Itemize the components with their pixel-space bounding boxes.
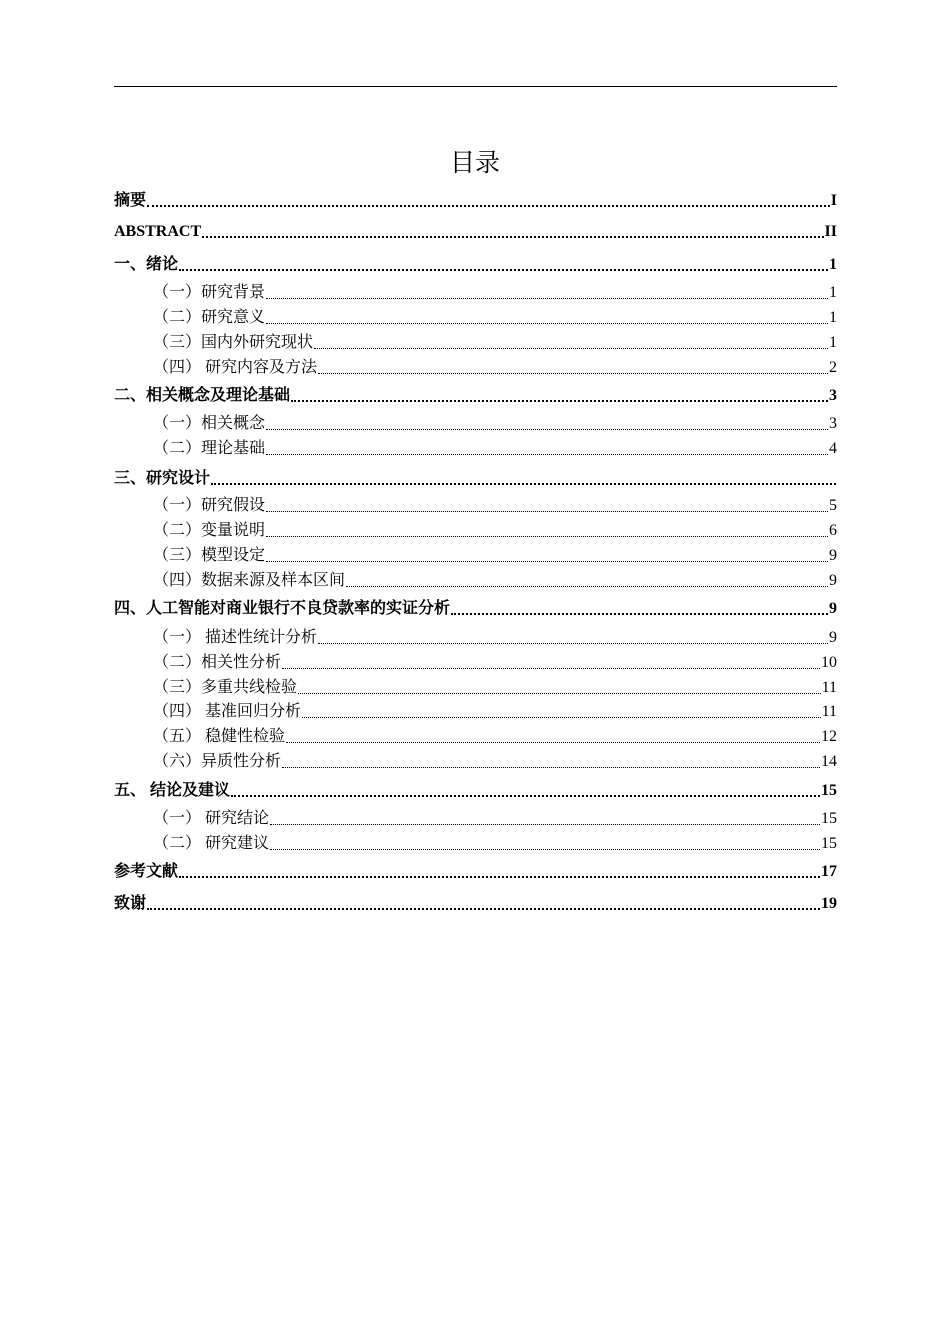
toc-entry[interactable] [114, 545, 837, 567]
toc-entry[interactable] [114, 677, 837, 699]
toc-entry-page: 15 [821, 810, 837, 827]
toc-entry-label: （四） 基准回归分析 [153, 703, 302, 720]
toc-entry-page: 14 [821, 753, 837, 770]
toc-entry[interactable] [114, 627, 837, 649]
toc-entry[interactable] [114, 780, 837, 802]
toc-dot-leader [314, 348, 828, 349]
toc-entry-page: 9 [829, 600, 837, 617]
toc-dot-leader [179, 269, 828, 271]
toc-dot-leader [282, 767, 820, 768]
toc-entry-page: 1 [829, 284, 837, 301]
toc-entry[interactable] [114, 701, 837, 723]
toc-entry-page: 2 [829, 359, 837, 376]
toc-entry[interactable] [114, 598, 837, 620]
toc-entry[interactable] [114, 751, 837, 773]
toc-dot-leader [266, 429, 828, 430]
toc-dot-leader [179, 876, 820, 878]
toc-entry-label: 二、相关概念及理论基础 [114, 387, 291, 404]
toc-entry-page: I [830, 192, 837, 209]
toc-entry[interactable] [114, 221, 837, 243]
toc-entry-label: 一、绪论 [114, 256, 179, 273]
toc-entry-label: （二）研究意义 [153, 309, 266, 326]
toc-dot-leader [282, 668, 820, 669]
toc-entry-label: （一）研究背景 [153, 284, 266, 301]
toc-entry[interactable] [114, 307, 837, 329]
toc-entry-label: 四、人工智能对商业银行不良贷款率的实证分析 [114, 600, 451, 617]
toc-dot-leader [270, 824, 820, 825]
toc-entry-page: 15 [821, 835, 837, 852]
toc-entry-label: （四） 研究内容及方法 [153, 359, 318, 376]
toc-entry[interactable] [114, 833, 837, 855]
toc-entry[interactable] [114, 282, 837, 304]
toc-dot-leader [451, 613, 828, 615]
toc-dot-leader [266, 298, 828, 299]
toc-entry-label: （五） 稳健性检验 [153, 728, 286, 745]
toc-entry-page: 1 [829, 334, 837, 351]
toc-entry-label: 摘要 [114, 192, 147, 209]
toc-entry-label: （二）理论基础 [153, 440, 266, 457]
toc-entry-page: 4 [829, 440, 837, 457]
header-rule [114, 86, 837, 87]
toc-entry-page: 3 [829, 387, 837, 404]
toc-entry-page: 1 [829, 309, 837, 326]
toc-entry[interactable] [114, 413, 837, 435]
toc-entry[interactable] [114, 332, 837, 354]
toc-entry-label: ABSTRACT [114, 223, 202, 240]
toc-entry-page: 11 [821, 703, 837, 720]
toc-entry[interactable] [114, 385, 837, 407]
toc-entry-page: 9 [829, 572, 837, 589]
toc-entry-label: （四）数据来源及样本区间 [153, 572, 346, 589]
toc-dot-leader [266, 323, 828, 324]
toc-dot-leader [298, 693, 821, 694]
toc-dot-leader [266, 536, 828, 537]
toc-entry-page: 9 [829, 547, 837, 564]
toc-entry-label: （二）相关性分析 [153, 654, 282, 671]
toc-entry-label: （三）模型设定 [153, 547, 266, 564]
toc-entry-page: 12 [821, 728, 837, 745]
toc-entry[interactable] [114, 652, 837, 674]
toc-entry-label: 参考文献 [114, 863, 179, 880]
toc-entry[interactable] [114, 438, 837, 460]
toc-dot-leader [266, 511, 828, 512]
toc-dot-leader [147, 205, 830, 207]
toc-entry-label: （三）国内外研究现状 [153, 334, 314, 351]
toc-entry-label: （二） 研究建议 [153, 835, 270, 852]
toc-entry-page: 11 [821, 679, 837, 696]
toc-dot-leader [211, 483, 836, 485]
toc-entry[interactable] [114, 468, 837, 490]
toc-dot-leader [266, 454, 828, 455]
toc-title: 目录 [449, 148, 500, 177]
toc-entry-label: 五、 结论及建议 [114, 782, 231, 799]
toc-entry[interactable] [114, 495, 837, 517]
toc-entry-label: （一）相关概念 [153, 415, 266, 432]
toc-entry[interactable] [114, 357, 837, 379]
toc-entry[interactable] [114, 190, 837, 212]
toc-entry-page: II [824, 223, 837, 240]
toc-entry-label: （六）异质性分析 [153, 753, 282, 770]
toc-dot-leader [291, 400, 828, 402]
toc-dot-leader [231, 795, 820, 797]
toc-entry-label: （三）多重共线检验 [153, 679, 298, 696]
toc-entry-page: 17 [821, 863, 837, 880]
toc-entry[interactable] [114, 808, 837, 830]
toc-entry-page: 3 [829, 415, 837, 432]
toc-dot-leader [270, 849, 820, 850]
toc-entry-page: 5 [829, 497, 837, 514]
toc-entry[interactable] [114, 570, 837, 592]
toc-entry[interactable] [114, 861, 837, 883]
toc-entry-label: （一） 描述性统计分析 [153, 629, 318, 646]
toc-dot-leader [346, 586, 828, 587]
toc-entry-page: 9 [829, 629, 837, 646]
toc-dot-leader [286, 742, 820, 743]
toc-dot-leader [318, 373, 828, 374]
toc-dot-leader [202, 236, 823, 238]
toc-entry-page: 15 [821, 782, 837, 799]
toc-entry-page: 19 [821, 895, 837, 912]
toc-entry[interactable] [114, 726, 837, 748]
toc-entry-page: 6 [829, 522, 837, 539]
toc-entry-page: 1 [829, 256, 837, 273]
toc-entry-label: 三、研究设计 [114, 470, 211, 487]
toc-entry[interactable] [114, 893, 837, 915]
toc-entry[interactable] [114, 520, 837, 542]
toc-dot-leader [318, 643, 828, 644]
toc-dot-leader [147, 908, 820, 910]
toc-entry-label: （一） 研究结论 [153, 810, 270, 827]
toc-entry-label: 致谢 [114, 895, 147, 912]
toc-entry-page: 10 [821, 654, 837, 671]
toc-entry-label: （二）变量说明 [153, 522, 266, 539]
toc-dot-leader [266, 561, 828, 562]
toc-entry[interactable] [114, 254, 837, 276]
toc-entry-label: （一）研究假设 [153, 497, 266, 514]
toc-dot-leader [302, 717, 821, 718]
